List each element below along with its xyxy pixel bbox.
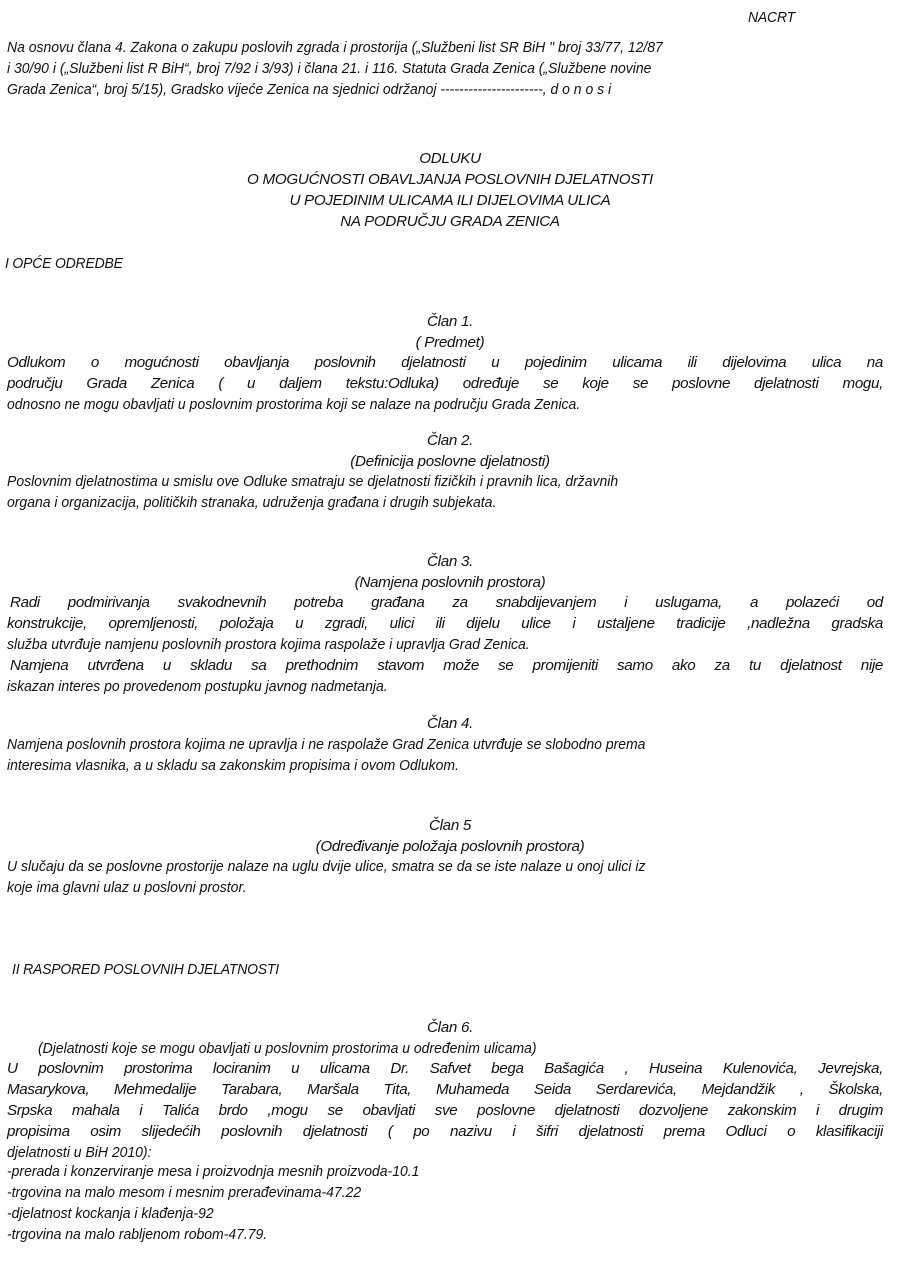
article-line: koje ima glavni ulaz u poslovni prostor. [7, 879, 247, 896]
article-heading: Član 2. [426, 432, 474, 449]
article-line: U poslovnim prostorima lociranim u ulicama Dr. Safvet bega Bašagića , Huseina Kulenovića, Jevrejska, [7, 1060, 883, 1077]
article-subtitle: (Djelatnosti koje se mogu obavljati u poslovnim prostorima u određenim ulicama) [38, 1040, 537, 1057]
article-line: organa i organizacija, političkih stranaka, udruženja građana i drugih subjekata. [7, 494, 497, 511]
list-item: -trgovina na malo rabljenom robom-47.79. [7, 1226, 268, 1243]
section-heading: I OPĆE ODREDBE [5, 255, 123, 272]
list-item: -prerada i konzerviranje mesa i proizvodnja mesnih proizvoda-10.1 [7, 1163, 420, 1180]
title-line: NA PODRUČJU GRADA ZENICA [340, 213, 560, 230]
article-subtitle: (Definicija poslovne djelatnosti) [350, 453, 550, 470]
article-subtitle: (Određivanje položaja poslovnih prostora) [315, 838, 585, 855]
preamble-line: i 30/90 i („Službeni list R BiH“, broj 7/92 i 3/93) i člana 21. i 116. Statuta Grada Zenica („Službene novine [7, 60, 652, 77]
title-line: ODLUKU [419, 150, 481, 167]
article-heading: Član 3. [426, 553, 474, 570]
article-line: Radi podmirivanja svakodnevnih potreba građana za snabdijevanjem i uslugama, a polazeći od [10, 594, 883, 611]
article-line: području Grada Zenica ( u daljem tekstu:Odluka) određuje se koje se poslovne djelatnosti mogu, [7, 375, 883, 392]
article-subtitle: (Namjena poslovnih prostora) [354, 574, 546, 591]
article-heading: Član 5 [428, 817, 472, 834]
article-line: Masarykova, Mehmedalije Tarabara, Maršala Tita, Muhameda Seida Serdarevića, Mejdandžik , Školska, [7, 1081, 883, 1098]
title-line: O MOGUĆNOSTI OBAVLJANJA POSLOVNIH DJELATNOSTI [247, 171, 653, 188]
article-subtitle: ( Predmet) [415, 334, 485, 351]
article-line: služba utvrđuje namjenu poslovnih prostora kojima raspolaže i upravlja Grad Zenica. [7, 636, 530, 653]
article-line: Odlukom o mogućnosti obavljanja poslovnih djelatnosti u pojedinim ulicama ili dijelovima ulica na [7, 354, 883, 371]
article-line: Namjena poslovnih prostora kojima ne upravlja i ne raspolaže Grad Zenica utvrđuje se slobodno prema [7, 736, 646, 753]
list-item: -djelatnost kockanja i klađenja-92 [7, 1205, 214, 1222]
article-heading: Član 4. [426, 715, 474, 732]
article-line: Poslovnim djelatnostima u smislu ove Odluke smatraju se djelatnosti fizičkih i pravnih lica, državnih [7, 473, 619, 490]
article-line: propisima osim slijedećih poslovnih djelatnosti ( po nazivu i šifri djelatnosti prema Odluci o klasifikaciji [7, 1123, 883, 1140]
article-heading: Član 6. [426, 1019, 474, 1036]
article-line: djelatnosti u BiH 2010): [7, 1144, 152, 1161]
article-line: odnosno ne mogu obavljati u poslovnim prostorima koji se nalaze na području Grada Zenica. [7, 396, 581, 413]
article-line: Namjena utvrđena u skladu sa prethodnim stavom može se promijeniti samo ako za tu djelatnost nije [10, 657, 883, 674]
article-line: konstrukcije, opremljenosti, položaja u zgradi, ulici ili dijelu ulice i ustaljene tradicije ,nadležna gradska [7, 615, 883, 632]
title-line: U POJEDINIM ULICAMA ILI DIJELOVIMA ULICA [289, 192, 611, 209]
article-line: U slučaju da se poslovne prostorije nalaze na uglu dvije ulice, smatra se da se iste nalaze u onoj ulici iz [7, 858, 646, 875]
draft-label: NACRT [748, 9, 795, 26]
article-line: interesima vlasnika, a u skladu sa zakonskim propisima i ovom Odlukom. [7, 757, 459, 774]
list-item: -trgovina na malo mesom i mesnim prerađevinama-47.22 [7, 1184, 362, 1201]
preamble-line: Grada Zenica“, broj 5/15), Gradsko vijeće Zenica na sjednici održanoj ----------------------, d o n o s i [7, 81, 612, 98]
preamble-line: Na osnovu člana 4. Zakona o zakupu poslovih zgrada i prostorija („Službeni list SR BiH " broj 33/77, 12/87 [7, 39, 663, 56]
article-line: Srpska mahala i Talića brdo ,mogu se obavljati sve poslovne djelatnosti dozvoljene zakonskim i drugim [7, 1102, 883, 1119]
article-line: iskazan interes po provedenom postupku javnog nadmetanja. [7, 678, 388, 695]
section-heading: II RASPORED POSLOVNIH DJELATNOSTI [12, 961, 279, 978]
article-heading: Član 1. [426, 313, 474, 330]
